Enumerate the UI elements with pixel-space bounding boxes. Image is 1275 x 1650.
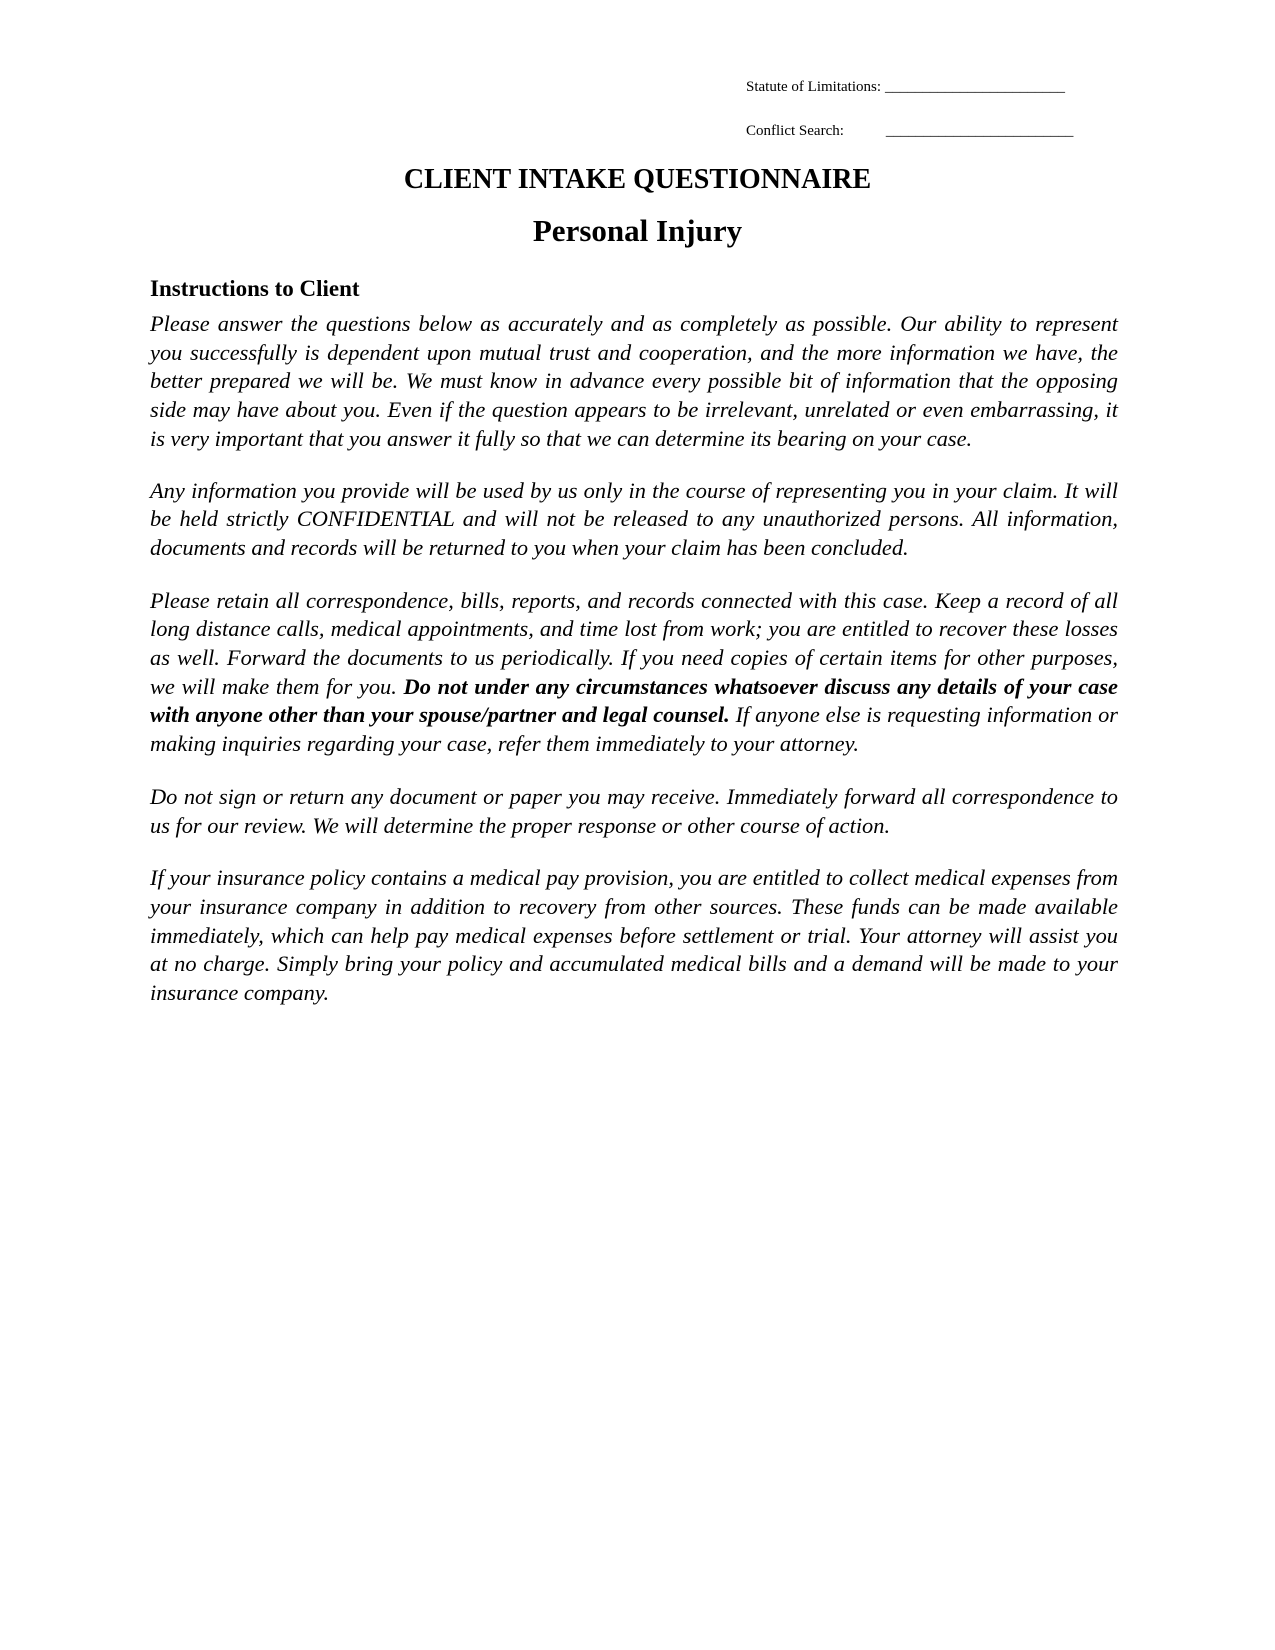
- instruction-paragraph-4: Do not sign or return any document or paper you may receive. Immediately forward all correspondence to us for our review. We will determine the proper response or other course of action.: [150, 783, 1118, 838]
- instruction-paragraph-2: Any information you provide will be used by us only in the course of representing you in your claim. It will be held strictly CONFIDENTIAL and will not be released to any unauthorized persons. All information, documents and records will be returned to you when your claim has been concluded.: [150, 477, 1118, 560]
- conflict-search-blank: _________________________: [885, 123, 1074, 139]
- statute-of-limitations-blank: ________________________: [885, 79, 1065, 95]
- conflict-search-label: Conflict Search:: [746, 123, 844, 139]
- instruction-paragraph-1: Please answer the questions below as accurately and as completely as possible. Our ability to represent you successfully is dependent upon mutual trust and cooperation, and the more information we have, the better prepared we will be. We must know in advance every possible bit of information that the opposing side may have about you. Even if the question appears to be irrelevant, unrelated or even embarrassing, it is very important that you answer it fully so that we can determine its bearing on your case.: [150, 311, 1118, 451]
- instruction-paragraph-3: [150, 587, 1118, 759]
- conflict-search-line: [746, 122, 1098, 140]
- confidentiality-warning: Do not under any circumstances whatsoever discuss any details of your case with anyone other than your spouse/partner and legal counsel.: [150, 673, 1118, 728]
- instructions-heading: Instructions to Client: [150, 276, 360, 301]
- instruction-paragraph-5: If your insurance policy contains a medical pay provision, you are entitled to collect medical expenses from your insurance company in addition to recovery from other sources. These funds can be made available immediately, which can help pay medical expenses before settlement or trial. Your attorney will assist you at no charge. Simply bring your policy and accumulated medical bills and a demand will be made to your insurance company.: [150, 865, 1118, 1006]
- document-title: CLIENT INTAKE QUESTIONNAIRE: [403, 164, 872, 195]
- instructions-body: [150, 310, 1118, 1032]
- statute-of-limitations-line: [746, 78, 1083, 96]
- instruction-paragraph-3-intro: Please retain all correspondence, bills, reports, and records connected with this case. Keep a record of all long distance calls, medical appointments, and time lost from work; you are entitled to recover these losses as well. Forward the documents to us periodically. If you need copies of certain items for other purposes, we will make them for you.: [150, 587, 1118, 699]
- instruction-paragraph-3-outro: If anyone else is requesting information or making inquiries regarding your case, refer them immediately to your attorney.: [150, 702, 1118, 757]
- document-subtitle: Personal Injury: [532, 213, 743, 248]
- statute-of-limitations-label: Statute of Limitations:: [746, 79, 881, 95]
